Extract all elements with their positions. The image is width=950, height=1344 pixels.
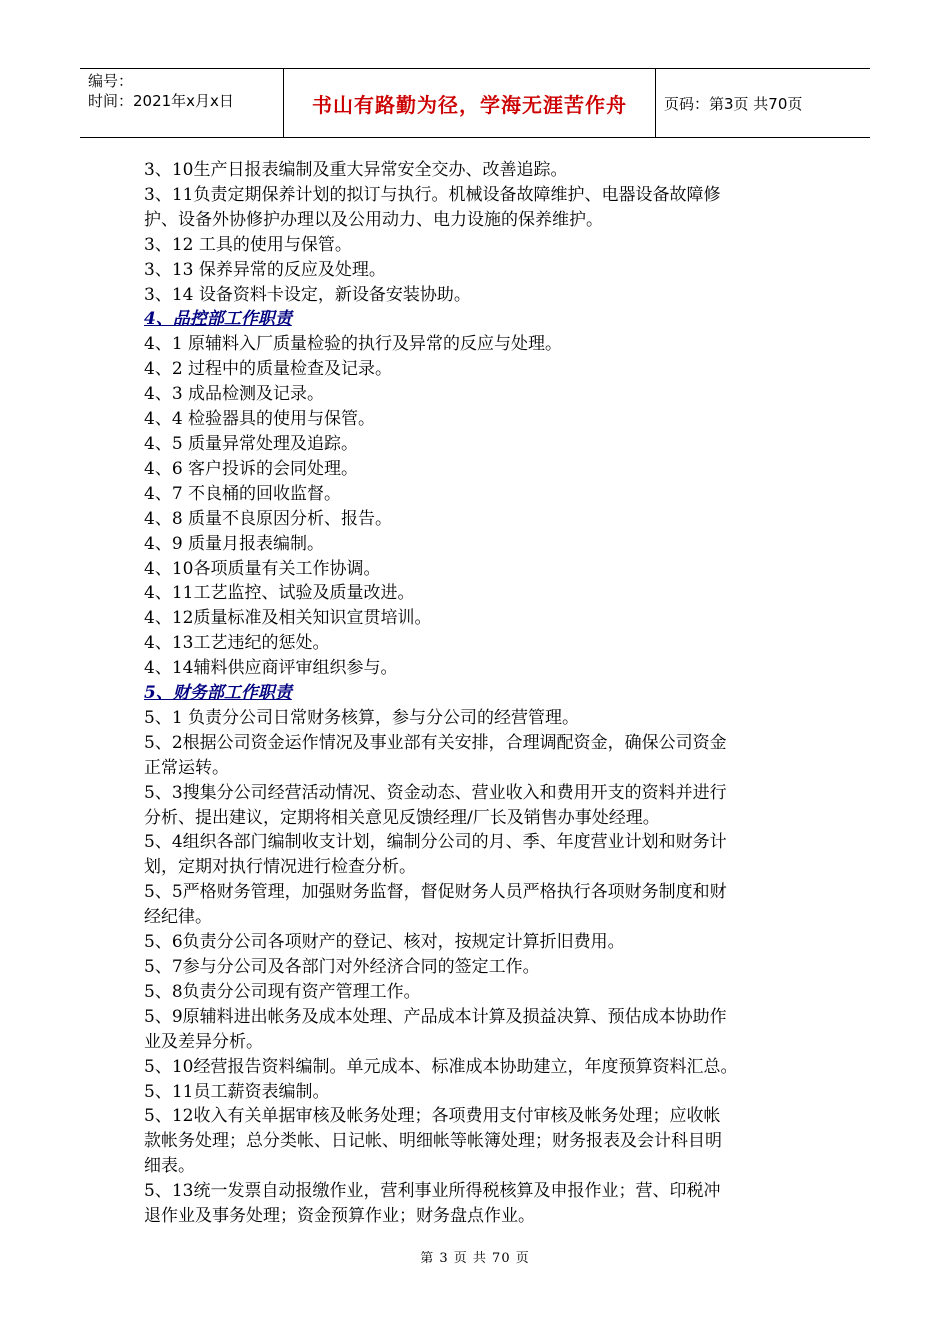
text-line: 4、4 检验器具的使用与保管。: [144, 409, 376, 430]
text-line: 正常运转。: [144, 757, 229, 778]
text-line: 款帐务处理；总分类帐、日记帐、明细帐等帐簿处理；财务报表及会计科目明: [144, 1131, 722, 1152]
text-line: 4、10各项质量有关工作协调。: [144, 558, 381, 579]
text-line: 4、6 客户投诉的会同处理。: [144, 458, 359, 479]
text-line: 5、1 负责分公司日常财务核算，参与分公司的经营管理。: [144, 707, 580, 728]
text-line: 4、12质量标准及相关知识宣贯培训。: [144, 608, 432, 629]
text-line: 4、1 原辅料入厂质量检验的执行及异常的反应与处理。: [144, 334, 563, 355]
text-line: 业及差异分析。: [144, 1031, 263, 1052]
text-line: 4、8 质量不良原因分析、报告。: [144, 508, 393, 529]
text-line: 细表。: [144, 1156, 195, 1177]
text-line: 5、12收入有关单据审核及帐务处理；各项费用支付审核及帐务处理；应收帐: [144, 1106, 721, 1127]
header-motto: 书山有路勤为径，学海无涯苦作舟: [312, 92, 627, 117]
text-line: 4、2 过程中的质量检查及记录。: [144, 359, 393, 380]
text-line: 分析、提出建议，定期将相关意见反馈经理/厂长及销售办事处经理。: [144, 807, 660, 828]
text-line: 5、11员工薪资表编制。: [144, 1081, 330, 1102]
text-line: 5、6负责分公司各项财产的登记、核对，按规定计算折旧费用。: [144, 932, 625, 953]
text-line: 退作业及事务处理；资金预算作业；财务盘点作业。: [144, 1206, 535, 1227]
page-footer: [0, 1247, 950, 1266]
text-line: 5、7参与分公司及各部门对外经济合同的签定工作。: [144, 957, 540, 977]
text-line: 4、11工艺监控、试验及质量改进。: [144, 583, 415, 604]
text-line: 5、2根据公司资金运作情况及事业部有关安排，合理调配资金，确保公司资金: [144, 732, 727, 753]
text-line: 经纪律。: [144, 907, 212, 928]
header-motto-cell: [284, 69, 656, 137]
text-line: 划，定期对执行情况进行检查分析。: [144, 857, 416, 878]
text-line: 4、7 不良桶的回收监督。: [144, 483, 342, 504]
header-page-info: 页码：第3页 共70页: [664, 94, 803, 113]
text-line: 4、9 质量月报表编制。: [144, 533, 325, 554]
text-line: 4、5 质量异常处理及追踪。: [144, 433, 359, 454]
text-line: 3、11负责定期保养计划的拟订与执行。机械设备故障维护、电器设备故障修: [144, 184, 721, 205]
section-heading: 4、品控部工作职责: [144, 309, 292, 330]
text-line: 5、3搜集分公司经营活动情况、资金动态、营业收入和费用开支的资料并进行: [144, 782, 727, 803]
text-line: 3、12 工具的使用与保管。: [144, 234, 352, 255]
text-line: 3、10生产日报表编制及重大异常安全交办、改善追踪。: [144, 160, 568, 180]
document-number-label: 编号：: [88, 72, 134, 90]
text-line: 4、3 成品检测及记录。: [144, 384, 325, 405]
text-line: 5、8负责分公司现有资产管理工作。: [144, 981, 421, 1002]
document-date: 时间：2021年x月x日: [88, 92, 234, 110]
text-line: 5、9原辅料进出帐务及成本处理、产品成本计算及损益决算、预估成本协助作: [144, 1006, 727, 1027]
section-heading: 5、财务部工作职责: [144, 683, 292, 704]
text-line: 4、13工艺违纪的惩处。: [144, 633, 330, 654]
document-body: [144, 158, 808, 1229]
text-line: 5、10经营报告资料编制。单元成本、标准成本协助建立，年度预算资料汇总。: [144, 1056, 738, 1077]
text-line: 3、14 设备资料卡设定，新设备安装协助。: [144, 284, 471, 305]
header-page-cell: [656, 69, 870, 137]
page-header: [80, 68, 870, 138]
text-line: 护、设备外协修护办理以及公用动力、电力设施的保养维护。: [144, 209, 603, 230]
text-line: 5、5严格财务管理，加强财务监督，督促财务人员严格执行各项财务制度和财: [144, 882, 727, 903]
text-line: 5、13统一发票自动报缴作业，营利事业所得税核算及申报作业；营、印税冲: [144, 1181, 721, 1202]
text-line: 5、4组织各部门编制收支计划，编制分公司的月、季、年度营业计划和财务计: [144, 832, 727, 853]
footer-page-number: 第 3 页 共 70 页: [420, 1251, 530, 1266]
text-line: 3、13 保养异常的反应及处理。: [144, 259, 386, 280]
text-line: 4、14辅料供应商评审组织参与。: [144, 658, 398, 679]
header-meta-cell: [80, 69, 284, 137]
